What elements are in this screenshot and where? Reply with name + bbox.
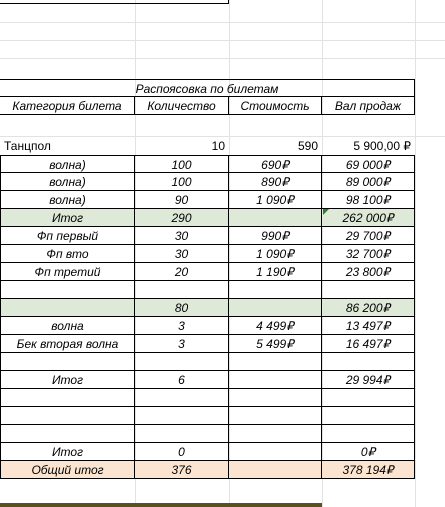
cell-category[interactable]: Фп первый — [0, 227, 135, 245]
subtotal-row — [0, 299, 445, 317]
cell-quantity[interactable]: 3 — [135, 317, 229, 335]
cell-price[interactable] — [229, 209, 322, 227]
cell-category[interactable]: волна) — [0, 155, 135, 173]
cell-revenue[interactable]: 262 000₽ — [322, 209, 415, 227]
table-row — [0, 263, 445, 281]
cell-revenue[interactable]: 32 700₽ — [322, 245, 415, 263]
cell-price[interactable]: 890₽ — [229, 173, 322, 191]
cell-revenue[interactable] — [322, 281, 415, 299]
cell-price[interactable]: 1 190₽ — [229, 263, 322, 281]
cell-category[interactable]: Итог — [0, 443, 135, 461]
cell-revenue[interactable] — [322, 389, 415, 407]
cell-quantity[interactable]: 6 — [135, 371, 229, 389]
cell-revenue[interactable]: 13 497₽ — [322, 317, 415, 335]
table-title-row — [0, 79, 445, 97]
cell-category[interactable]: Бек вторая волна — [0, 335, 135, 353]
cell-revenue[interactable] — [322, 425, 415, 443]
table-row — [0, 245, 445, 263]
table-header-row — [0, 97, 445, 115]
cell-quantity[interactable]: 100 — [135, 173, 229, 191]
cell-revenue[interactable]: 98 100₽ — [322, 191, 415, 209]
table-row — [0, 353, 445, 371]
table-row — [0, 389, 445, 407]
cell-category[interactable]: Общий итог — [0, 461, 135, 479]
table-row — [0, 317, 445, 335]
cell-revenue[interactable]: 378 194₽ — [322, 461, 415, 479]
grid-line — [0, 22, 445, 23]
table-row — [0, 335, 445, 353]
cell-price[interactable] — [229, 299, 322, 317]
cell-revenue[interactable]: 89 000₽ — [322, 173, 415, 191]
cell-quantity[interactable] — [135, 389, 229, 407]
cell-quantity[interactable] — [135, 353, 229, 371]
cell-price[interactable]: 990₽ — [229, 227, 322, 245]
cell-price[interactable] — [229, 371, 322, 389]
cell-price[interactable] — [229, 407, 322, 425]
cell-category[interactable] — [0, 407, 135, 425]
cell-quantity[interactable]: 0 — [135, 443, 229, 461]
cell-quantity[interactable]: 376 — [135, 461, 229, 479]
table-row — [0, 227, 445, 245]
bottom-color-bar — [0, 503, 322, 507]
cell-category[interactable] — [0, 389, 135, 407]
cell-price[interactable] — [229, 461, 322, 479]
cell-price[interactable] — [229, 443, 322, 461]
cell-category[interactable]: Фп третий — [0, 263, 135, 281]
cell-quantity[interactable]: 80 — [135, 299, 229, 317]
cell-category[interactable]: волна) — [0, 173, 135, 191]
header-quantity[interactable]: Количество — [135, 97, 229, 115]
table-row — [0, 173, 445, 191]
table-row — [0, 425, 445, 443]
cell-quantity[interactable]: 30 — [135, 245, 229, 263]
cell-quantity[interactable]: 20 — [135, 263, 229, 281]
cell-revenue[interactable]: 69 000₽ — [322, 155, 415, 173]
cell-price[interactable] — [229, 425, 322, 443]
cell-category[interactable] — [0, 353, 135, 371]
cell-category[interactable]: волна) — [0, 191, 135, 209]
cell-price[interactable] — [229, 281, 322, 299]
cell-price[interactable]: 5 499₽ — [229, 335, 322, 353]
table-title[interactable]: Распоясовка по билетам — [0, 79, 415, 97]
header-price[interactable]: Стоимость — [229, 97, 322, 115]
cell-revenue[interactable]: 86 200₽ — [322, 299, 415, 317]
cell-category[interactable]: Итог — [0, 371, 135, 389]
cell-quantity[interactable]: 290 — [135, 209, 229, 227]
cell-category[interactable] — [0, 281, 135, 299]
cell-price[interactable]: 4 499₽ — [229, 317, 322, 335]
cell-quantity[interactable]: 3 — [135, 335, 229, 353]
cell-quantity[interactable]: 10 — [211, 139, 225, 153]
table-row — [0, 137, 445, 155]
cell-revenue[interactable]: 29 994₽ — [322, 371, 415, 389]
grid-line — [0, 40, 445, 41]
cell-quantity[interactable]: 30 — [135, 227, 229, 245]
grand-total-row — [0, 461, 445, 479]
top-border-remnant — [0, 0, 229, 4]
cell-quantity[interactable]: 100 — [135, 155, 229, 173]
cell-quantity[interactable] — [135, 281, 229, 299]
comment-marker-icon — [323, 209, 329, 215]
table-row — [0, 155, 445, 173]
cell-quantity[interactable]: 90 — [135, 191, 229, 209]
cell-category[interactable]: Танцпол — [4, 139, 51, 153]
cell-price[interactable]: 590 — [297, 139, 318, 153]
grid-line — [0, 58, 445, 59]
cell-revenue[interactable]: 5 900,00 ₽ — [353, 139, 411, 153]
table-row — [0, 371, 445, 389]
cell-category[interactable] — [0, 299, 135, 317]
cell-revenue[interactable]: 16 497₽ — [322, 335, 415, 353]
table-row — [0, 407, 445, 425]
subtotal-row — [0, 209, 445, 227]
cell-revenue[interactable]: 23 800₽ — [322, 263, 415, 281]
cell-category[interactable] — [0, 425, 135, 443]
cell-category[interactable]: Фп вто — [0, 245, 135, 263]
header-revenue[interactable]: Вал продаж — [322, 97, 415, 115]
table-row — [0, 443, 445, 461]
cell-revenue[interactable] — [322, 353, 415, 371]
cell-quantity[interactable] — [135, 407, 229, 425]
cell-revenue[interactable]: 29 700₽ — [322, 227, 415, 245]
header-category[interactable]: Категория билета — [0, 97, 135, 115]
cell-price[interactable] — [229, 353, 322, 371]
cell-price[interactable]: 1 090₽ — [229, 245, 322, 263]
cell-category[interactable]: волна — [0, 317, 135, 335]
cell-quantity[interactable] — [135, 425, 229, 443]
cell-revenue[interactable]: 0₽ — [322, 443, 415, 461]
table-row — [0, 281, 445, 299]
cell-price[interactable]: 690₽ — [229, 155, 322, 173]
table-row — [0, 191, 445, 209]
cell-price[interactable]: 1 090₽ — [229, 191, 322, 209]
cell-category[interactable]: Итог — [0, 209, 135, 227]
cell-revenue[interactable] — [322, 407, 415, 425]
cell-price[interactable] — [229, 389, 322, 407]
